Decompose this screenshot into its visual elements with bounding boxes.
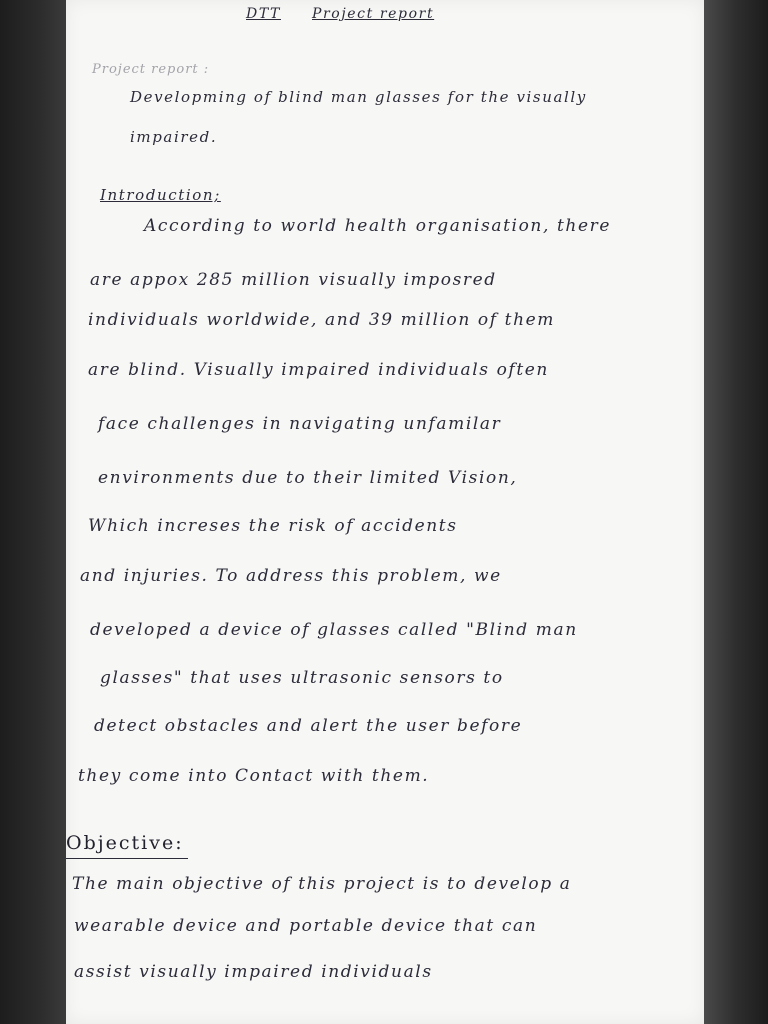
intro-line-5: face challenges in navigating unfamilar <box>98 414 502 434</box>
intro-line-8: and injuries. To address this problem, we <box>80 566 502 586</box>
intro-line-1: According to world health organisation, there <box>144 216 612 236</box>
header-right <box>312 6 434 22</box>
header-right-text: Project report <box>312 6 435 22</box>
background-right <box>704 0 768 1024</box>
header-left: DTT <box>246 6 281 22</box>
objective-heading: Objective: <box>66 832 184 854</box>
objective-line-2: wearable device and portable device that can <box>74 916 538 936</box>
introduction-heading: Introduction; <box>100 186 221 204</box>
intro-line-9: developed a device of glasses called "Blind man <box>90 620 578 640</box>
intro-line-4: are blind. Visually impaired individuals often <box>88 360 549 380</box>
project-label: Project report : <box>92 62 210 77</box>
project-title-line-2: impaired. <box>130 128 218 146</box>
intro-line-7: Which increses the risk of accidents <box>88 516 458 536</box>
objective-line-1: The main objective of this project is to develop a <box>72 874 572 894</box>
background-left <box>0 0 66 1024</box>
intro-line-12: they come into Contact with them. <box>78 766 430 786</box>
intro-line-2: are appox 285 million visually imposred <box>90 270 497 290</box>
intro-line-10: glasses" that uses ultrasonic sensors to <box>100 668 504 688</box>
intro-line-3: individuals worldwide, and 39 million of them <box>88 310 556 330</box>
objective-underline <box>66 858 188 859</box>
objective-line-3: assist visually impaired individuals <box>74 962 433 982</box>
notebook-page <box>66 0 704 1024</box>
project-title-line-1: Developming of blind man glasses for the visually <box>130 88 587 106</box>
intro-line-6: environments due to their limited Vision, <box>98 468 518 488</box>
intro-line-11: detect obstacles and alert the user before <box>94 716 523 736</box>
